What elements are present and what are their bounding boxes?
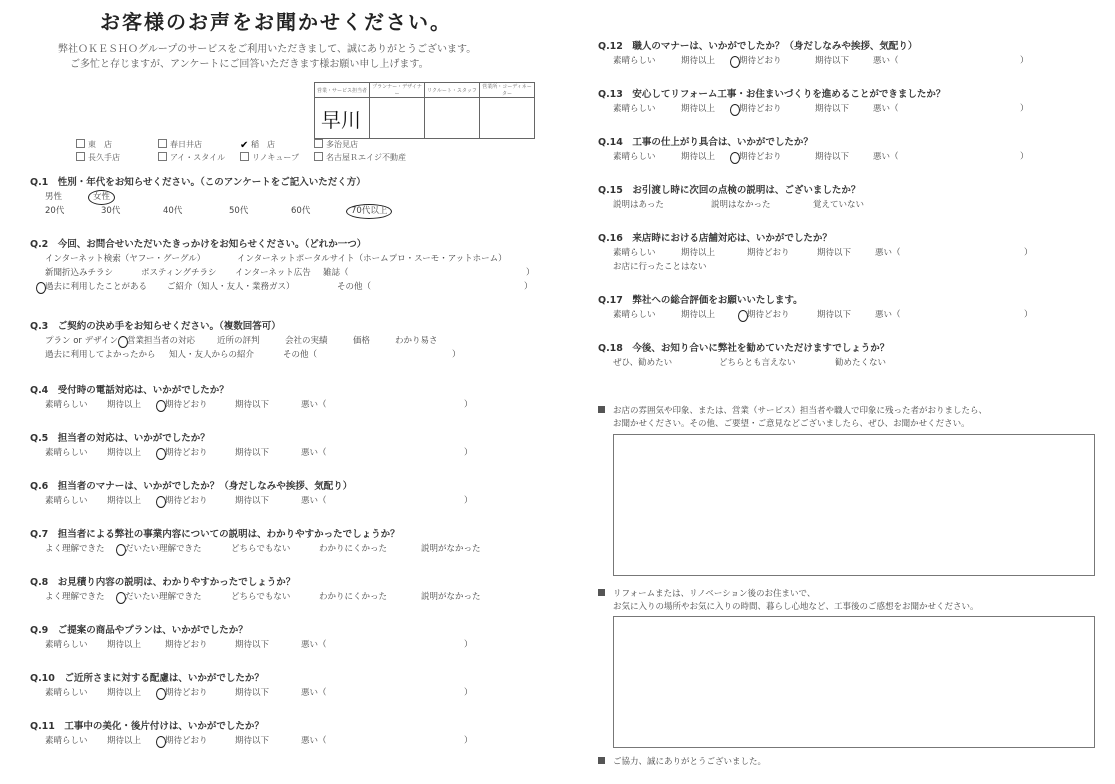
- answer-option-selected[interactable]: 期待どおり: [738, 150, 814, 164]
- question-6: [30, 480, 473, 508]
- answer-option-selected[interactable]: 期待どおり: [164, 494, 234, 508]
- paren-close: ）: [1024, 310, 1033, 320]
- question-15: [598, 184, 865, 212]
- answer-row: [30, 686, 473, 700]
- answer-row: [598, 198, 865, 212]
- answer-option[interactable]: 悪い（: [873, 56, 899, 66]
- answer-option-selected[interactable]: 女性: [93, 192, 111, 202]
- paren-close: ）: [524, 282, 533, 292]
- answer-option[interactable]: ご紹介（知人・友人・業務ガス）: [167, 282, 295, 292]
- intro-line-2: ご多忙と存じますが、アンケートにご回答いただきます様お願い申し上げます。: [70, 59, 429, 70]
- footer-thanks: ご協力、誠にありがとうございました。: [598, 755, 766, 767]
- answer-option[interactable]: ポスティングチラシ: [141, 268, 217, 278]
- answer-option[interactable]: 素晴らしい: [45, 736, 88, 746]
- question-13: [598, 88, 1029, 116]
- answer-option[interactable]: 素晴らしい: [613, 104, 656, 114]
- answer-row: [598, 102, 1029, 116]
- paren-close: ）: [464, 640, 473, 650]
- paren-close: ）: [464, 448, 473, 458]
- intro-text: [58, 42, 476, 72]
- check-mark-icon[interactable]: ✔: [240, 139, 249, 151]
- answer-option[interactable]: どちらとも言えない: [719, 358, 796, 368]
- branch-option-checked[interactable]: ✔ 稲 店: [240, 139, 275, 151]
- answer-option[interactable]: 雑誌（: [323, 268, 349, 278]
- question-heading: Q.18 今後、お知り合いに弊社を勧めていただけますでしょうか？: [598, 343, 890, 354]
- question-16: [598, 232, 1033, 274]
- answer-option[interactable]: 期待以下: [235, 736, 270, 746]
- intro-line-1: 弊社ＯＫＥＳＨＯグループのサービスをご利用いただきまして、誠にありがとうございます。: [58, 44, 477, 55]
- answer-option[interactable]: 素晴らしい: [45, 400, 88, 410]
- answer-row: [598, 260, 1033, 274]
- answer-option[interactable]: 会社の実績: [285, 336, 328, 346]
- checkbox-icon[interactable]: [314, 152, 323, 161]
- answer-row: [30, 542, 482, 556]
- stamp-header-recruit: リクルート・スタッフ: [425, 83, 480, 98]
- answer-option[interactable]: 期待以上: [681, 104, 716, 114]
- answer-row: [30, 398, 473, 412]
- question-heading: Q.5 担当者の対応は、いかがでしたか？: [30, 433, 210, 444]
- question-7: [30, 528, 482, 556]
- question-heading: Q.1 性別・年代をお知らせください。（このアンケートをご記入いただく方）: [30, 177, 366, 188]
- answer-option[interactable]: インターネット広告: [235, 268, 311, 278]
- paren-close: ）: [464, 496, 473, 506]
- answer-row: [30, 494, 473, 508]
- answer-option[interactable]: 素晴らしい: [45, 496, 88, 506]
- answer-option-selected[interactable]: 期待どおり: [164, 446, 234, 460]
- answer-option[interactable]: 期待以上: [107, 640, 142, 650]
- paren-close: ）: [464, 400, 473, 410]
- answer-row: [30, 190, 388, 204]
- comment-section-2-title: リフォームまたは、リノベーション後のお住まいで、 お気に入りの場所やお気に入りの時間、暮らし心地など、工事後のご感想をお聞かせください。: [598, 588, 979, 614]
- answer-row: [30, 204, 388, 218]
- answer-option-selected[interactable]: 期待どおり: [164, 734, 234, 748]
- answer-option[interactable]: 素晴らしい: [45, 640, 88, 650]
- answer-option[interactable]: 期待以上: [681, 248, 716, 258]
- answer-option[interactable]: 素晴らしい: [45, 448, 88, 458]
- answer-option[interactable]: 期待以下: [235, 448, 270, 458]
- stamp-header-sales: 営業・サービス担当者: [315, 83, 370, 98]
- answer-option[interactable]: 悪い（: [301, 688, 327, 698]
- answer-option[interactable]: 説明がなかった: [421, 592, 481, 602]
- answer-option-selected[interactable]: 70代以上: [351, 206, 388, 216]
- answer-option[interactable]: 覚えていない: [813, 200, 865, 210]
- answer-row: [30, 348, 461, 362]
- answer-option[interactable]: 期待以下: [235, 496, 270, 506]
- answer-option[interactable]: 期待どおり: [747, 248, 790, 258]
- question-heading: Q.10 ご近所さまに対する配慮は、いかがでしたか？: [30, 673, 264, 684]
- answer-option[interactable]: わかり易さ: [395, 336, 438, 346]
- answer-option[interactable]: 期待以下: [815, 152, 850, 162]
- branch-option[interactable]: 長久手店: [76, 152, 158, 163]
- answer-option[interactable]: 近所の評判: [217, 336, 260, 346]
- answer-row: [598, 308, 1033, 322]
- branch-checklist: [76, 138, 406, 164]
- answer-option[interactable]: インターネット検索（ヤフー・グーグル）: [45, 254, 206, 264]
- answer-option-selected[interactable]: だいたい理解できた: [124, 542, 230, 556]
- answer-option[interactable]: 30代: [101, 206, 121, 216]
- answer-option[interactable]: わかりにくかった: [319, 592, 388, 602]
- answer-row: [30, 334, 461, 348]
- question-heading: Q.6 担当者のマナーは、いかがでしたか？（身だしなみや挨拶、気配り）: [30, 481, 353, 492]
- answer-option[interactable]: お店に行ったことはない: [613, 262, 707, 272]
- answer-option-selected[interactable]: だいたい理解できた: [124, 590, 230, 604]
- question-heading: Q.12 職人のマナーは、いかがでしたか？（身だしなみや挨拶、気配り）: [598, 41, 918, 52]
- answer-option[interactable]: プラン or デザイン: [45, 336, 119, 346]
- answer-row: [598, 246, 1033, 260]
- paren-close: ）: [1020, 104, 1029, 114]
- answer-option-selected[interactable]: 期待どおり: [738, 102, 814, 116]
- answer-row: [30, 280, 535, 294]
- question-heading: Q.8 お見積り内容の説明は、わかりやすかったでしょうか？: [30, 577, 296, 588]
- answer-option[interactable]: 悪い（: [301, 400, 327, 410]
- answer-option-selected[interactable]: 過去に利用したことがある: [44, 280, 166, 294]
- stamp-cell-office[interactable]: [480, 98, 535, 139]
- answer-option[interactable]: 期待以下: [235, 400, 270, 410]
- answer-option[interactable]: 説明はなかった: [711, 200, 771, 210]
- question-heading: Q.3 ご契約の決め手をお知らせください。（複数回答可）: [30, 321, 281, 332]
- answer-row: [30, 638, 473, 652]
- answer-option[interactable]: 過去に利用してよかったから: [45, 350, 156, 360]
- question-heading: Q.14 工事の仕上がり具合は、いかがでしたか？: [598, 137, 813, 148]
- square-bullet-icon: [598, 757, 605, 764]
- answer-option[interactable]: 60代: [291, 206, 311, 216]
- answer-option-selected[interactable]: 期待どおり: [738, 54, 814, 68]
- square-bullet-icon: [598, 589, 605, 596]
- answer-option[interactable]: 悪い（: [875, 310, 901, 320]
- branch-option[interactable]: リノキューブ: [240, 152, 314, 163]
- answer-option[interactable]: 50代: [229, 206, 249, 216]
- branch-row-1: [76, 138, 396, 151]
- branch-option[interactable]: 多治見店: [314, 139, 396, 150]
- answer-option[interactable]: 期待以上: [681, 152, 716, 162]
- answer-option[interactable]: 期待どおり: [165, 640, 208, 650]
- answer-option[interactable]: わかりにくかった: [319, 544, 388, 554]
- question-heading: Q.16 来店時における店舗対応は、いかがでしたか？: [598, 233, 832, 244]
- comment-section-1-title: お店の雰囲気や印象、または、営業（サービス）担当者や職人で印象に残った者がおりましたら、 お聞かせください。その他、ご要望・ご意見などございましたら、ぜひ、お聞かせください。: [598, 405, 987, 431]
- answer-option[interactable]: 新聞折込みチラシ: [45, 268, 114, 278]
- question-17: [598, 294, 1033, 322]
- answer-option[interactable]: よく理解できた: [45, 592, 105, 602]
- answer-option[interactable]: 期待以上: [107, 688, 142, 698]
- checkbox-icon[interactable]: [314, 139, 323, 148]
- answer-row: [598, 54, 1029, 68]
- square-bullet-icon: [598, 406, 605, 413]
- question-heading: Q.2 今回、お問合せいただいたきっかけをお知らせください。（どれか一つ）: [30, 239, 367, 250]
- question-3: [30, 320, 461, 362]
- answer-row: [598, 150, 1029, 164]
- answer-option[interactable]: よく理解できた: [45, 544, 105, 554]
- question-10: [30, 672, 473, 700]
- answer-option[interactable]: 期待以下: [817, 310, 852, 320]
- question-heading: Q.17 弊社への総合評価をお願いいたします。: [598, 295, 803, 306]
- handwritten-name: 早川: [321, 107, 361, 132]
- answer-option[interactable]: 知人・友人からの紹介: [169, 350, 255, 360]
- paren-close: ）: [464, 736, 473, 746]
- answer-option[interactable]: 勧めたくない: [835, 358, 887, 368]
- answer-option[interactable]: 価格: [353, 336, 371, 346]
- answer-option[interactable]: 40代: [163, 206, 183, 216]
- answer-option[interactable]: 悪い（: [873, 152, 899, 162]
- stamp-cell-sales[interactable]: [315, 98, 370, 139]
- branch-option[interactable]: 名古屋Ｒエイジ不動産: [314, 152, 396, 163]
- answer-option[interactable]: 素晴らしい: [613, 310, 656, 320]
- answer-row: [30, 446, 473, 460]
- comment-box-1[interactable]: [613, 434, 1095, 576]
- answer-option[interactable]: インターネットポータルサイト（ホームプロ・スーモ・アットホーム）: [237, 254, 507, 264]
- answer-option-selected[interactable]: 期待どおり: [164, 686, 234, 700]
- answer-option[interactable]: 素晴らしい: [613, 56, 656, 66]
- answer-option[interactable]: 素晴らしい: [613, 152, 656, 162]
- answer-option[interactable]: 20代: [45, 206, 65, 216]
- answer-option[interactable]: その他（: [283, 350, 318, 360]
- answer-row: [30, 590, 482, 604]
- answer-option[interactable]: 説明がなかった: [421, 544, 481, 554]
- comment-box-2[interactable]: [613, 616, 1095, 748]
- answer-option[interactable]: 期待以下: [815, 56, 850, 66]
- branch-option[interactable]: 東 店: [76, 139, 158, 150]
- answer-option[interactable]: 期待以上: [107, 736, 142, 746]
- question-4: [30, 384, 473, 412]
- checkbox-icon[interactable]: [240, 152, 249, 161]
- answer-option[interactable]: 悪い（: [301, 640, 327, 650]
- question-1: [30, 176, 388, 218]
- paren-close: ）: [1020, 56, 1029, 66]
- answer-option[interactable]: 悪い（: [301, 736, 327, 746]
- answer-option[interactable]: 期待以上: [681, 310, 716, 320]
- stamp-header-office: 営業所・コーディネーター: [480, 83, 535, 98]
- page-title: お客様のお声をお聞かせください。: [100, 10, 452, 34]
- question-9: [30, 624, 473, 652]
- answer-option[interactable]: 期待以下: [235, 640, 270, 650]
- answer-option[interactable]: 説明はあった: [613, 200, 664, 210]
- answer-option[interactable]: その他（: [337, 282, 372, 292]
- answer-option[interactable]: 素晴らしい: [45, 688, 88, 698]
- question-heading: Q.9 ご提案の商品やプランは、いかがでしたか？: [30, 625, 248, 636]
- paren-close: ）: [1020, 152, 1029, 162]
- answer-option[interactable]: ぜひ、勧めたい: [613, 358, 673, 368]
- stamp-header-planner: プランナー・デザイナー: [370, 83, 425, 98]
- checkbox-icon[interactable]: [76, 139, 85, 148]
- question-2: [30, 238, 535, 294]
- branch-option[interactable]: アイ・スタイル: [158, 152, 240, 163]
- question-14: [598, 136, 1029, 164]
- answer-option[interactable]: 期待以上: [107, 400, 142, 410]
- answer-option-selected[interactable]: 期待どおり: [746, 308, 816, 322]
- checkbox-icon[interactable]: [158, 139, 167, 148]
- answer-option-selected[interactable]: 営業担当者の対応: [126, 334, 216, 348]
- paren-close: ）: [452, 350, 461, 360]
- answer-option[interactable]: 悪い（: [873, 104, 899, 114]
- branch-option[interactable]: 春日井店: [158, 139, 240, 150]
- question-5: [30, 432, 473, 460]
- question-heading: Q.13 安心してリフォーム工事・お住まいづくりを進めることができましたか？: [598, 89, 946, 100]
- checkbox-icon[interactable]: [76, 152, 85, 161]
- branch-row-2: [76, 151, 406, 164]
- answer-option[interactable]: 悪い（: [301, 448, 327, 458]
- question-heading: Q.11 工事中の美化・後片付けは、いかがでしたか？: [30, 721, 264, 732]
- question-12: [598, 40, 1029, 68]
- answer-row: [30, 252, 535, 266]
- question-heading: Q.4 受付時の電話対応は、いかがでしたか？: [30, 385, 229, 396]
- staff-stamp-table: [314, 82, 535, 139]
- stamp-cell-planner[interactable]: [370, 98, 425, 139]
- answer-option[interactable]: 期待以上: [681, 56, 716, 66]
- answer-option[interactable]: 期待以下: [815, 104, 850, 114]
- answer-option[interactable]: 男性: [45, 192, 63, 202]
- answer-option[interactable]: 悪い（: [875, 248, 901, 258]
- checkbox-icon[interactable]: [158, 152, 167, 161]
- answer-option[interactable]: 期待以上: [107, 448, 142, 458]
- answer-option[interactable]: どちらでもない: [231, 592, 291, 602]
- question-8: [30, 576, 482, 604]
- paren-close: ）: [1024, 248, 1033, 258]
- paren-close: ）: [464, 688, 473, 698]
- answer-option[interactable]: 期待以上: [107, 496, 142, 506]
- stamp-cell-recruit[interactable]: [425, 98, 480, 139]
- question-heading: Q.7 担当者による弊社の事業内容についての説明は、わかりやすかったでしょうか？: [30, 529, 400, 540]
- answer-option[interactable]: 悪い（: [301, 496, 327, 506]
- answer-option[interactable]: どちらでもない: [231, 544, 291, 554]
- question-heading: Q.15 お引渡し時に次回の点検の説明は、ございましたか？: [598, 185, 861, 196]
- answer-option[interactable]: 素晴らしい: [613, 248, 656, 258]
- answer-option-selected[interactable]: 期待どおり: [164, 398, 234, 412]
- answer-row: [598, 356, 889, 370]
- answer-row: [30, 266, 535, 280]
- question-18: [598, 342, 889, 370]
- answer-option[interactable]: 期待以下: [817, 248, 852, 258]
- answer-row: [30, 734, 473, 748]
- paren-close: ）: [526, 268, 535, 278]
- answer-option[interactable]: 期待以下: [235, 688, 270, 698]
- question-11: [30, 720, 473, 748]
